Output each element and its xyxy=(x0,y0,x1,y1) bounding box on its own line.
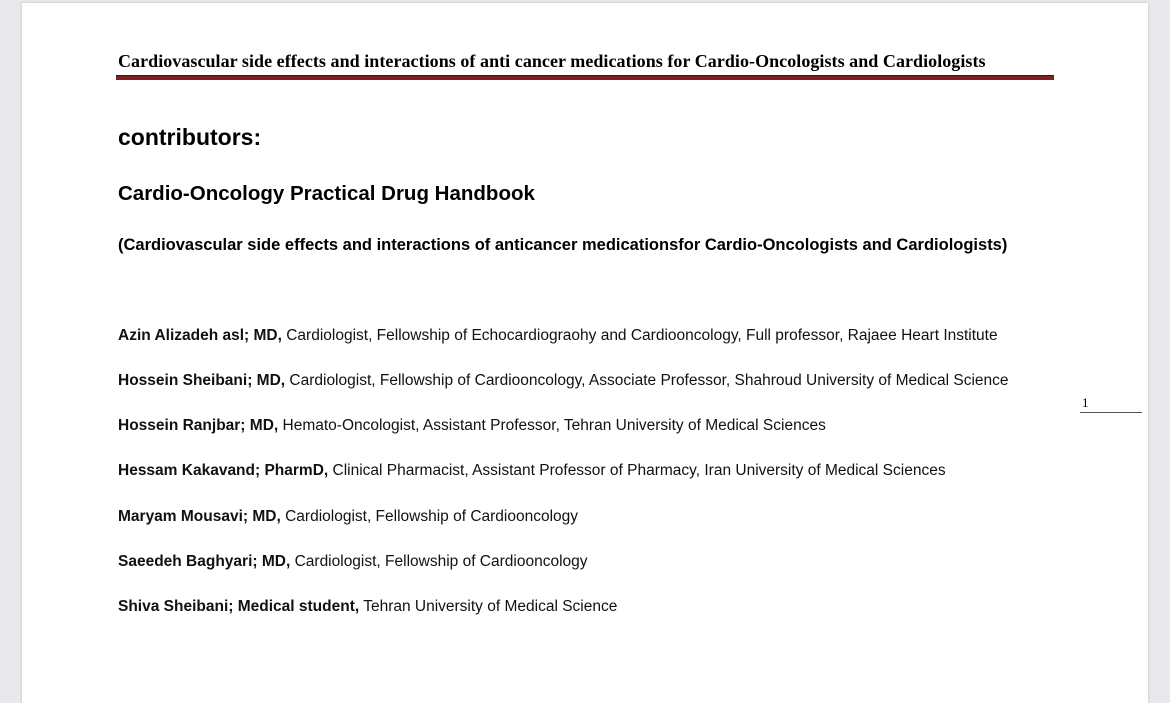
page-number: 1 xyxy=(1080,395,1142,413)
contributor-entry xyxy=(118,553,588,571)
contributor-name: Hossein Ranjbar; MD, xyxy=(118,417,279,434)
contributor-entry xyxy=(118,598,617,616)
contributors-heading: contributors: xyxy=(118,124,262,150)
contributor-name: Saeedeh Baghyari; MD, xyxy=(118,553,291,570)
contributor-entry xyxy=(118,372,1009,390)
contributor-details: Cardiologist, Fellowship of Cardiooncology xyxy=(290,553,588,570)
contributor-name: Hessam Kakavand; PharmD, xyxy=(118,462,329,479)
contributor-entry xyxy=(118,417,826,435)
contributor-details: Cardiologist, Fellowship of Echocardiograohy and Cardiooncology, Full professor, Rajaee Heart Institute xyxy=(281,327,998,344)
contributor-details: Hemato-Oncologist, Assistant Professor, Tehran University of Medical Sciences xyxy=(278,417,826,434)
contributor-entry xyxy=(118,508,578,526)
contributor-entry xyxy=(118,327,998,345)
document-page xyxy=(22,3,1148,703)
book-subtitle: (Cardiovascular side effects and interactions of anticancer medicationsfor Cardio-Oncologists and Cardiologists) xyxy=(118,236,1008,254)
contributor-entry xyxy=(118,462,946,480)
contributor-details: Clinical Pharmacist, Assistant Professor of Pharmacy, Iran University of Medical Sciences xyxy=(328,462,946,479)
contributor-details: Cardiologist, Fellowship of Cardiooncology, Associate Professor, Shahroud University of Medical Science xyxy=(285,372,1009,389)
book-title: Cardio-Oncology Practical Drug Handbook xyxy=(118,182,535,205)
contributor-name: Hossein Sheibani; MD, xyxy=(118,372,286,389)
running-header-title: Cardiovascular side effects and interactions of anti cancer medications for Cardio-Oncologists and Cardiologists xyxy=(118,51,986,71)
contributor-details: Tehran University of Medical Science xyxy=(359,598,618,615)
contributor-name: Azin Alizadeh asl; MD, xyxy=(118,327,282,344)
header-rule xyxy=(116,75,1054,80)
contributor-name: Maryam Mousavi; MD, xyxy=(118,508,281,525)
contributor-name: Shiva Sheibani; Medical student, xyxy=(118,598,360,615)
contributor-details: Cardiologist, Fellowship of Cardiooncology xyxy=(280,508,579,525)
